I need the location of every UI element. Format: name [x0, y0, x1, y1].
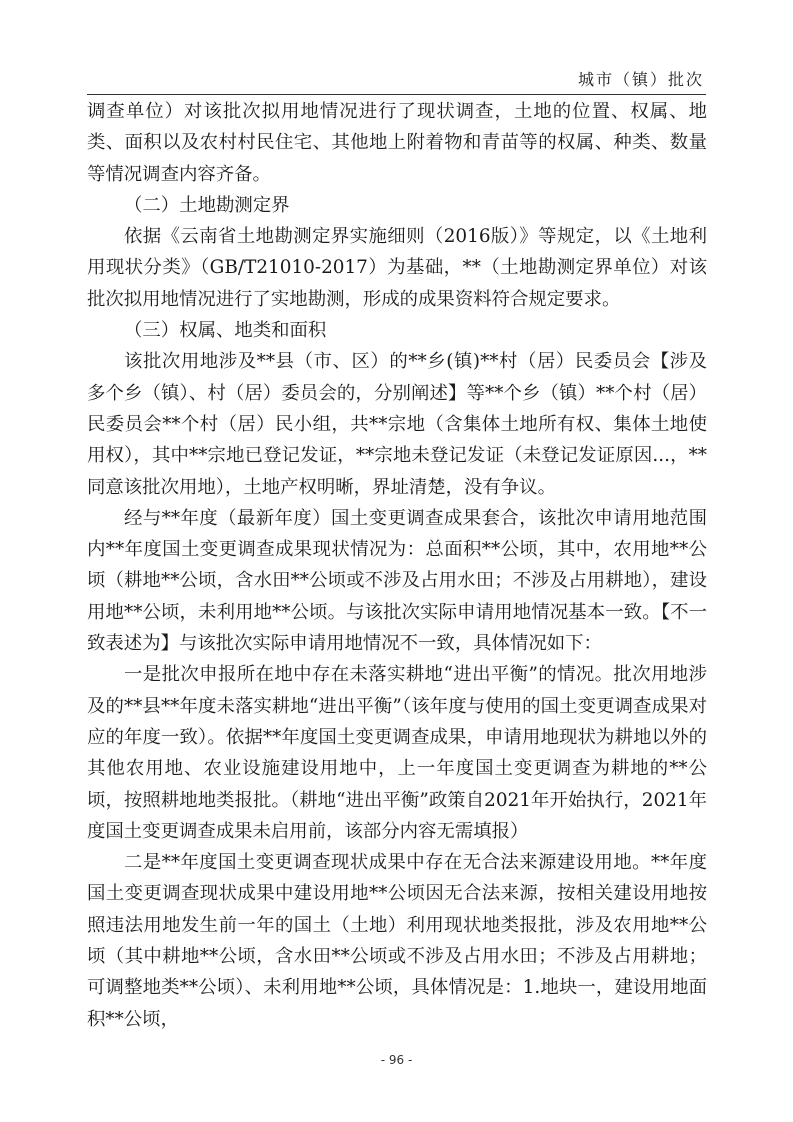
paragraph-land-status: 经与**年度（最新年度）国土变更调查成果套合，该批次申请用地范围内**年度国土变更调查成果现状情况为：总面积**公顷，其中，农用地**公顷（耕地**公顷，含水田**公顷或不涉及占用水田；不涉及占用耕地），建设用地**公顷，未利用地**公顷。与该批次实际申请用地情况基本一致。【不一致表述为】与该批次实际申请用地情况不一致，具体情况如下：	[87, 507, 707, 655]
paragraph-illegal-land: 二是**年度国土变更调查现状成果中存在无合法来源建设用地。**年度国土变更调查现状成果中建设用地**公顷因无合法来源，按相关建设用地按照违法用地发生前一年的国土（土地）利用现状地类报批，涉及农用地**公顷（其中耕地**公顷，含水田**公顷或不涉及占用水田；不涉及占用耕地；可调整地类**公顷）、未利用地**公顷，具体情况是：1.地块一，建设用地面积**公顷，	[87, 852, 707, 1030]
paragraph-balance: 一是批次申报所在地中存在未落实耕地“进出平衡”的情况。批次用地涉及的**县**年度未落实耕地“进出平衡”（该年度与使用的国土变更调查成果对应的年度一致）。依据**年度国土变更调查成果，申请用地现状为耕地以外的其他农用地、农业设施建设用地中，上一年度国土变更调查为耕地的**公顷，按照耕地地类报批。（耕地“进出平衡”政策自2021年开始执行，2021年度国土变更调查成果未启用前，该部分内容无需填报）	[87, 664, 707, 842]
paragraph-survey: 依据《云南省土地勘测定界实施细则（2016版）》等规定，以《土地利用现状分类》（GB/T21010-2017）为基础，**（土地勘测定界单位）对该批次拟用地情况进行了实地勘测，形成的成果资料符合规定要求。	[87, 226, 707, 310]
section-heading-3: （三）权属、地类和面积	[124, 320, 327, 342]
page-header	[87, 60, 706, 95]
paragraph-continued: 调查单位）对该批次拟用地情况进行了现状调查，土地的位置、权属、地类、面积以及农村村民住宅、其他地上附着物和青苗等的权属、种类、数量等情况调查内容齐备。	[87, 101, 707, 185]
header-title: 城市（镇）批次	[577, 70, 704, 89]
paragraph-ownership: 该批次用地涉及**县（市、区）的**乡(镇)**村（居）民委员会【涉及多个乡（镇）、村（居）委员会的，分别阐述】等**个乡（镇）**个村（居）民委员会**个村（居）民小组，共**宗地（含集体土地所有权、集体土地使用权），其中**宗地已登记发证，**宗地未登记发证（未登记发证原因...，**同意该批次用地），土地产权明晰，界址清楚，没有争议。	[87, 351, 707, 498]
document-body	[87, 96, 707, 1035]
page-number: - 96 -	[380, 1053, 413, 1067]
section-heading-2: （二）土地勘测定界	[124, 194, 290, 216]
